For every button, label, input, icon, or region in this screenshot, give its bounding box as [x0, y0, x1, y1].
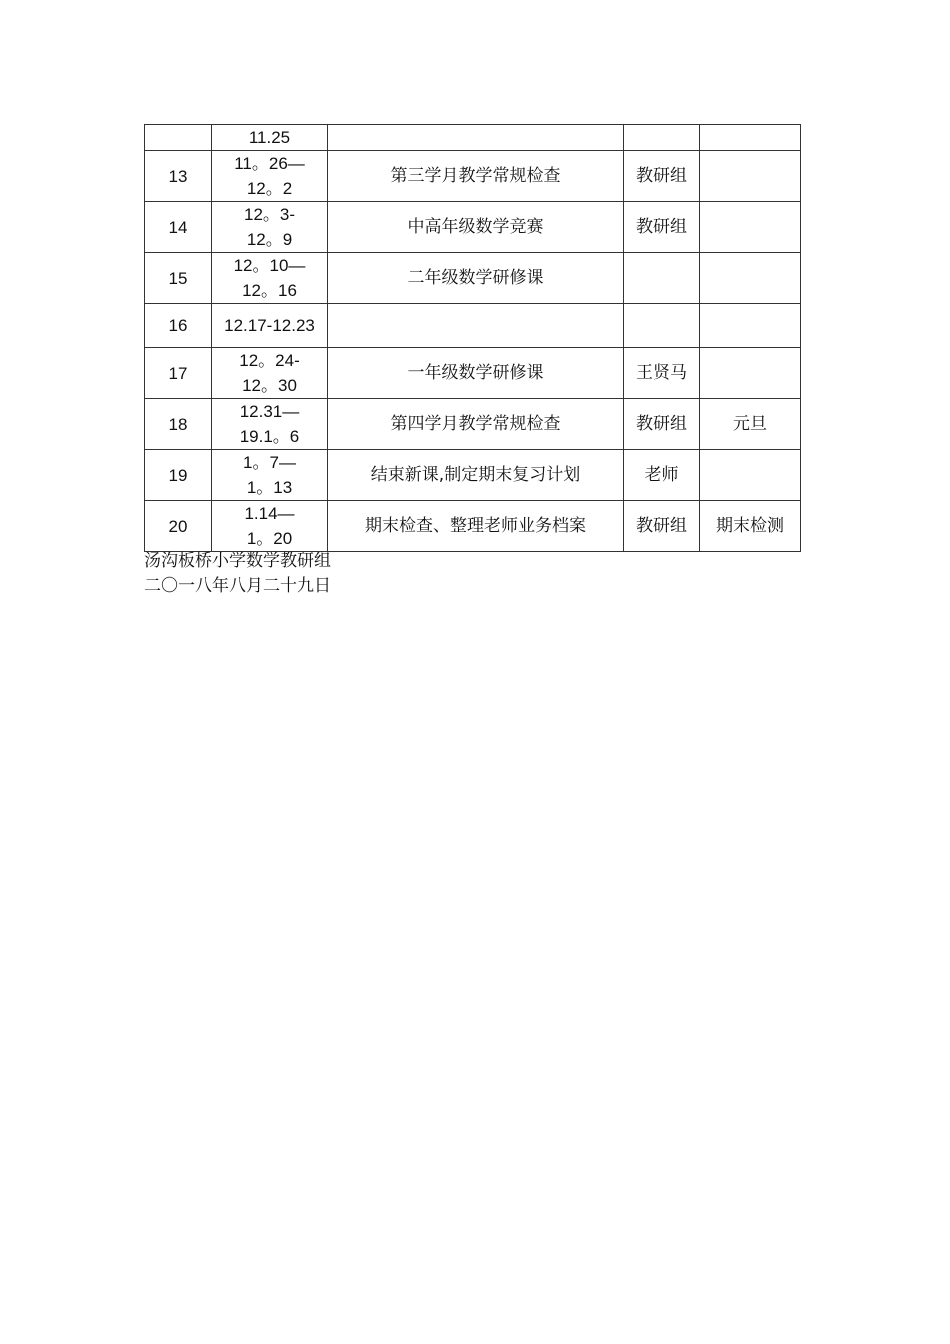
date-line: 12。30	[242, 376, 297, 395]
date-line: 11.25	[248, 128, 291, 147]
date-line: 19.1。6	[239, 427, 300, 446]
person-cell: 教研组	[624, 501, 700, 552]
date-cell	[212, 202, 328, 253]
date-line: 1。13	[246, 478, 293, 497]
date-cell	[212, 151, 328, 202]
organization-name: 汤沟板桥小学数学教研组	[144, 551, 331, 571]
person-cell	[624, 304, 700, 348]
content-cell: 一年级数学研修课	[328, 348, 624, 399]
note-cell	[700, 304, 801, 348]
table-row	[145, 202, 801, 253]
date-cell	[212, 125, 328, 151]
note-cell	[700, 253, 801, 304]
content-cell: 第四学月教学常规检查	[328, 399, 624, 450]
table-row	[145, 304, 801, 348]
week-cell: 13	[145, 151, 212, 202]
date-line: 12。10—	[233, 256, 306, 275]
note-cell	[700, 151, 801, 202]
date-line: 12。3-	[243, 205, 296, 224]
date-cell	[212, 501, 328, 552]
person-cell: 老师	[624, 450, 700, 501]
date-line: 11。26—	[234, 154, 305, 173]
person-cell: 教研组	[624, 151, 700, 202]
signature-block	[144, 549, 331, 599]
date-cell	[212, 399, 328, 450]
date-cell	[212, 304, 328, 348]
content-cell: 第三学月教学常规检查	[328, 151, 624, 202]
date-line: 12。2	[246, 179, 293, 198]
table-row	[145, 450, 801, 501]
table-row	[145, 501, 801, 552]
schedule-table	[144, 124, 801, 552]
table-row	[145, 348, 801, 399]
date-line: 12。9	[246, 230, 293, 249]
table-row	[145, 151, 801, 202]
person-cell: 教研组	[624, 202, 700, 253]
week-cell: 15	[145, 253, 212, 304]
table-row	[145, 399, 801, 450]
note-cell	[700, 348, 801, 399]
date-line: 12。16	[242, 281, 297, 300]
person-cell: 王贤马	[624, 348, 700, 399]
week-cell: 14	[145, 202, 212, 253]
week-cell: 19	[145, 450, 212, 501]
date-cell	[212, 253, 328, 304]
content-cell: 期末检查、整理老师业务档案	[328, 501, 624, 552]
date-cell	[212, 450, 328, 501]
person-cell: 教研组	[624, 399, 700, 450]
week-cell: 16	[145, 304, 212, 348]
document-date: 二〇一八年八月二十九日	[144, 576, 331, 596]
content-cell: 二年级数学研修课	[328, 253, 624, 304]
content-cell: 中高年级数学竞赛	[328, 202, 624, 253]
date-line: 1.14—	[244, 504, 295, 523]
note-cell	[700, 450, 801, 501]
content-cell	[328, 304, 624, 348]
note-cell: 期末检测	[700, 501, 801, 552]
person-cell	[624, 253, 700, 304]
date-line: 1。7—	[243, 453, 296, 472]
content-cell: 结束新课,制定期末复习计划	[328, 450, 624, 501]
week-cell: 18	[145, 399, 212, 450]
content-cell	[328, 125, 624, 151]
note-cell	[700, 202, 801, 253]
week-cell	[145, 125, 212, 151]
week-cell: 20	[145, 501, 212, 552]
date-cell	[212, 348, 328, 399]
date-line: 1。20	[246, 529, 293, 548]
date-line: 12。24-	[239, 351, 300, 370]
date-line: 12.17-12.23	[224, 316, 315, 335]
note-cell	[700, 125, 801, 151]
note-cell: 元旦	[700, 399, 801, 450]
person-cell	[624, 125, 700, 151]
table-row	[145, 253, 801, 304]
table-row	[145, 125, 801, 151]
week-cell: 17	[145, 348, 212, 399]
date-line: 12.31—	[239, 402, 300, 421]
